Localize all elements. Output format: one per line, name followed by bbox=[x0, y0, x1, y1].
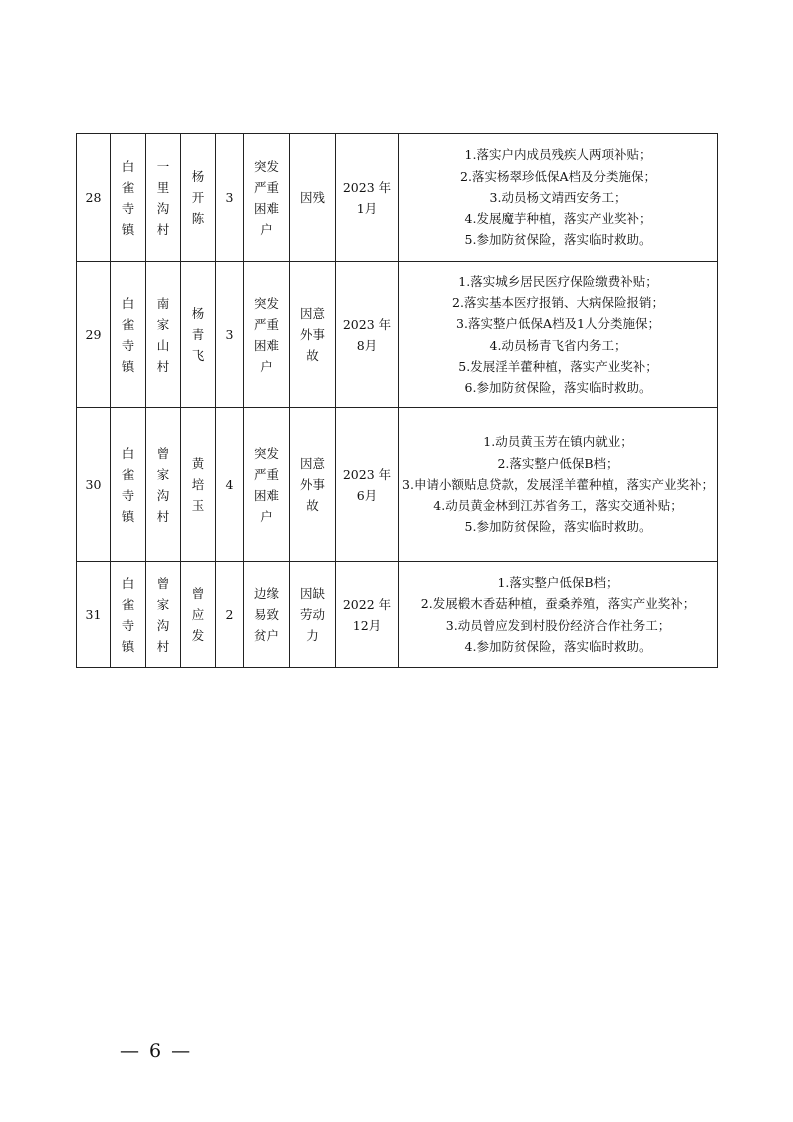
date-month: 6月 bbox=[356, 487, 378, 503]
date-month: 12月 bbox=[352, 617, 382, 633]
household-type: 突发严重困难户 bbox=[254, 295, 280, 374]
name: 杨青飞 bbox=[191, 306, 205, 363]
measure-item: 3.申请小额贴息贷款，发展淫羊藿种植，落实产业奖补； bbox=[402, 476, 714, 492]
measure-item: 3.动员杨文靖西安务工； bbox=[489, 189, 627, 205]
village-cell bbox=[146, 562, 181, 668]
risk-reason: 因意外事故 bbox=[300, 306, 326, 363]
measure-item: 1.落实城乡居民医疗保险缴费补贴； bbox=[458, 273, 658, 289]
date-cell bbox=[336, 562, 399, 668]
household-type-cell bbox=[244, 562, 290, 668]
risk-reason: 因意外事故 bbox=[300, 456, 326, 513]
measure-item: 2.落实整户低保B档； bbox=[497, 455, 619, 471]
town-cell bbox=[111, 408, 146, 562]
name: 黄培玉 bbox=[191, 456, 205, 513]
records-table-body bbox=[77, 134, 718, 668]
row-index-cell bbox=[77, 262, 111, 408]
town: 白雀寺镇 bbox=[121, 445, 135, 524]
date-cell bbox=[336, 408, 399, 562]
row-index-cell bbox=[77, 134, 111, 262]
row-index: 30 bbox=[85, 477, 102, 492]
measures-cell bbox=[399, 408, 718, 562]
measure-item: 2.落实杨翠珍低保A档及分类施保； bbox=[460, 168, 656, 184]
measure-item: 3.落实整户低保A档及1人分类施保； bbox=[456, 316, 660, 332]
household-count: 3 bbox=[225, 327, 234, 342]
risk-reason-cell bbox=[290, 408, 336, 562]
name-cell bbox=[181, 262, 216, 408]
table-row bbox=[77, 134, 718, 262]
records-table bbox=[76, 133, 718, 668]
household-count: 4 bbox=[225, 477, 234, 492]
measures-cell bbox=[399, 262, 718, 408]
household-type: 突发严重困难户 bbox=[254, 445, 280, 524]
measure-item: 1.落实户内成员残疾人两项补贴； bbox=[464, 147, 652, 163]
household-type-cell bbox=[244, 408, 290, 562]
household-type-cell bbox=[244, 134, 290, 262]
row-index: 29 bbox=[85, 327, 102, 342]
measure-item: 1.动员黄玉芳在镇内就业； bbox=[483, 434, 633, 450]
town: 白雀寺镇 bbox=[121, 158, 135, 237]
row-index-cell bbox=[77, 562, 111, 668]
date-month: 1月 bbox=[356, 200, 378, 216]
name-cell bbox=[181, 134, 216, 262]
table-row bbox=[77, 562, 718, 668]
village: 曾家沟村 bbox=[156, 575, 170, 654]
table-row bbox=[77, 408, 718, 562]
household-count: 3 bbox=[225, 190, 234, 205]
household-type: 边缘易致贫户 bbox=[254, 586, 280, 643]
measure-item: 5.发展淫羊藿种植，落实产业奖补； bbox=[458, 358, 658, 374]
table-row bbox=[77, 262, 718, 408]
date-month: 8月 bbox=[356, 337, 378, 353]
measure-item: 2.发展椴木香菇种植，蚕桑养殖，落实产业奖补； bbox=[420, 596, 696, 612]
measure-item: 1.落实整户低保B档； bbox=[497, 574, 619, 590]
measure-item: 4.动员黄金林到江苏省务工，落实交通补贴； bbox=[433, 498, 683, 514]
town: 白雀寺镇 bbox=[121, 295, 135, 374]
measure-item: 4.参加防贫保险，落实临时救助。 bbox=[464, 638, 652, 654]
date-year: 2023 年 bbox=[342, 179, 392, 195]
town-cell bbox=[111, 134, 146, 262]
village-cell bbox=[146, 408, 181, 562]
risk-reason-cell bbox=[290, 562, 336, 668]
name: 曾应发 bbox=[191, 586, 205, 643]
measure-item: 2.落实基本医疗报销、大病保险报销； bbox=[452, 294, 664, 310]
household-count-cell bbox=[216, 408, 244, 562]
household-count: 2 bbox=[225, 607, 234, 622]
village: 一里沟村 bbox=[156, 158, 170, 237]
measure-item: 5.参加防贫保险，落实临时救助。 bbox=[464, 232, 652, 248]
risk-reason: 因缺劳动力 bbox=[300, 586, 326, 643]
measure-item: 4.动员杨青飞省内务工； bbox=[489, 337, 627, 353]
row-index-cell bbox=[77, 408, 111, 562]
village-cell bbox=[146, 134, 181, 262]
date-year: 2023 年 bbox=[342, 316, 392, 332]
name-cell bbox=[181, 562, 216, 668]
date-cell bbox=[336, 262, 399, 408]
row-index: 31 bbox=[85, 607, 102, 622]
measures-cell bbox=[399, 562, 718, 668]
measures-cell bbox=[399, 134, 718, 262]
risk-reason-cell bbox=[290, 262, 336, 408]
measure-item: 5.参加防贫保险，落实临时救助。 bbox=[464, 519, 652, 535]
date-year: 2023 年 bbox=[342, 466, 392, 482]
town-cell bbox=[111, 262, 146, 408]
household-type: 突发严重困难户 bbox=[254, 158, 280, 237]
village: 曾家沟村 bbox=[156, 445, 170, 524]
name: 杨开陈 bbox=[191, 169, 205, 226]
household-count-cell bbox=[216, 262, 244, 408]
village-cell bbox=[146, 262, 181, 408]
measure-item: 3.动员曾应发到村股份经济合作社务工； bbox=[445, 617, 671, 633]
household-count-cell bbox=[216, 562, 244, 668]
village: 南家山村 bbox=[156, 295, 170, 374]
date-cell bbox=[336, 134, 399, 262]
row-index: 28 bbox=[85, 190, 102, 205]
town-cell bbox=[111, 562, 146, 668]
measure-item: 4.发展魔芋种植，落实产业奖补； bbox=[464, 211, 652, 227]
name-cell bbox=[181, 408, 216, 562]
risk-reason: 因残 bbox=[300, 190, 326, 205]
household-type-cell bbox=[244, 262, 290, 408]
household-count-cell bbox=[216, 134, 244, 262]
risk-reason-cell bbox=[290, 134, 336, 262]
page-number: — 6 — bbox=[120, 1040, 193, 1062]
town: 白雀寺镇 bbox=[121, 575, 135, 654]
measure-item: 6.参加防贫保险，落实临时救助。 bbox=[464, 380, 652, 396]
date-year: 2022 年 bbox=[342, 596, 392, 612]
